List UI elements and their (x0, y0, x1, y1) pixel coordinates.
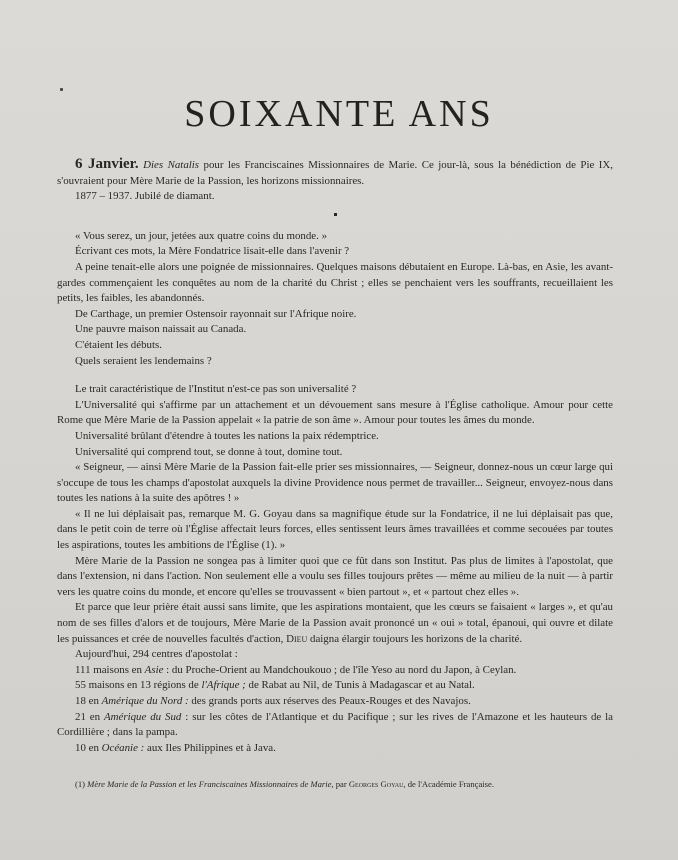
page-title: SOIXANTE ANS (184, 93, 494, 135)
s1-line-3: A peine tenait-elle alors une poignée de missionnaires. Quelques maisons débutaient en Europe. Là-bas, en Asie, les avant-gardes commençaient les conquêtes au nom de la charité du Christ ; elles se penchaient vers les souffrants, recueillaient les petits, les faibles, les abandonnés. (57, 260, 613, 305)
intro-italic: Dies Natalis (143, 159, 200, 171)
s2-p8-a: Et parce que leur prière était aussi sans limite, que les aspirations montaient, que les cœurs se faisaient « larges », et qu'au nom de ses filles d'alors et de toujours, Mère Marie de la Passion avait prononcé un « oui » total, épanoui, qui ouvre et dilate les puissances et crée de nouvelles facultés d'action, (57, 601, 613, 645)
s1-line-1: « Vous serez, un jour, jetées aux quatre coins du monde. » (75, 229, 328, 242)
centre-item: 55 maisons en 13 régions de l'Afrique ; de Rabat au Nil, de Tunis à Madagascar et au Natal. (75, 679, 475, 692)
s1-line-2: Écrivant ces mots, la Mère Fondatrice lisait-elle dans l'avenir ? (75, 245, 350, 258)
footnote: (1) Mère Marie de la Passion et les Franciscaines Missionnaires de Marie, par Georges Goyau, de l'Académie Française. (75, 779, 494, 789)
s2-p1: Le trait caractéristique de l'Institut n'est-ce pas son universalité ? (75, 383, 357, 396)
intro-jubilee: 1877 – 1937. Jubilé de diamant. (75, 190, 215, 203)
s1-line-6: C'étaient les débuts. (75, 338, 162, 351)
s2-p4: Universalité qui comprend tout, se donne à tout, domine tout. (75, 445, 343, 458)
s2-p9: Aujourd'hui, 294 centres d'apostolat : (75, 648, 238, 661)
centre-item: 10 en Océanie : aux Iles Philippines et à Java. (75, 741, 276, 754)
paper-speck (60, 88, 63, 91)
s2-p8-b: daigna élargir toujours les horizons de la charité. (307, 632, 523, 645)
footnote-author: Georges Goyau (348, 779, 404, 789)
s1-line-7: Quels seraient les lendemains ? (75, 354, 212, 367)
footnote-title: Mère Marie de la Passion et les Franciscaines Missionnaires de Marie (87, 779, 332, 789)
article-body (57, 157, 613, 756)
s1-line-5: Une pauvre maison naissait au Canada. (75, 323, 247, 336)
intro-paragraph (57, 157, 613, 189)
section-divider (57, 209, 613, 218)
centre-item: 18 en Amérique du Nord : des grands ports aux réserves des Peaux-Rouges et des Navajos. (75, 695, 471, 707)
section-gap (57, 369, 613, 382)
s1-line-4: De Carthage, un premier Ostensoir rayonnait sur l'Afrique noire. (75, 307, 357, 320)
centre-item: 111 maisons en Asie : du Proche-Orient au Mandchoukouo ; de l'île Yeso au nord du Japon, à Ceylan. (75, 663, 517, 676)
s2-p8-dieu: Dieu (286, 632, 308, 645)
s2-p8 (57, 600, 613, 647)
intro-text: pour les Franciscaines Missionnaires de Marie. Ce jour-là, sous la bénédiction de Pie IX, s'ouvraient pour Mère Marie de la Passion, les horizons missionnaires. (57, 159, 614, 187)
s2-p5: « Seigneur, — ainsi Mère Marie de la Passion fait-elle prier ses missionnaires, — Seigneur, donnez-nous un cœur large qui s'occupe de tous les champs d'apostolat auxquels la divine Providence nous permet de travailler... Seigneur, envoyez-nous dans toutes les nations à la suite des apôtres ! » (57, 461, 613, 505)
s2-p2: L'Universalité qui s'affirme par un attachement et un dévouement sans mesure à l'Église catholique. Amour pour cette Rome que Mère Marie de la Passion appelait « la patrie de son âme ». Amour pour toutes les âmes du monde. (57, 398, 613, 427)
intro-date: 6 Janvier. (75, 156, 139, 172)
footnote-number: (1) (75, 779, 88, 789)
s2-p7: Mère Marie de la Passion ne songea pas à limiter quoi que ce fût dans son Institut. Pas plus de limites à l'apostolat, que dans l'extension, ni dans l'action. Non seulement elle a voulu ses filles toujours prêtes — même au milieu de la nuit — à partir vers les quatre coins du monde, et encore qu'elles se trouvassent « bien partout », et « partout chez elles ». (57, 554, 613, 598)
s2-p6: « Il ne lui déplaisait pas, remarque M. G. Goyau dans sa magnifique étude sur la Fondatrice, il ne lui déplaisait pas que, dans le petit coin de terre où l'Église affectait leurs forces, elles sentissent leurs âmes travaillées et comme secouées par toutes les aspirations, toutes les ambitions de l'Église (1). » (57, 507, 613, 552)
s2-p3: Universalité brûlant d'étendre à toutes les nations la paix rédemptrice. (75, 429, 379, 442)
centre-item: 21 en Amérique du Sud : sur les côtes de l'Atlantique et du Pacifique ; sur les rives de l'Amazone et les hauteurs de la Cordillière ; dans la pampa. (57, 710, 614, 739)
